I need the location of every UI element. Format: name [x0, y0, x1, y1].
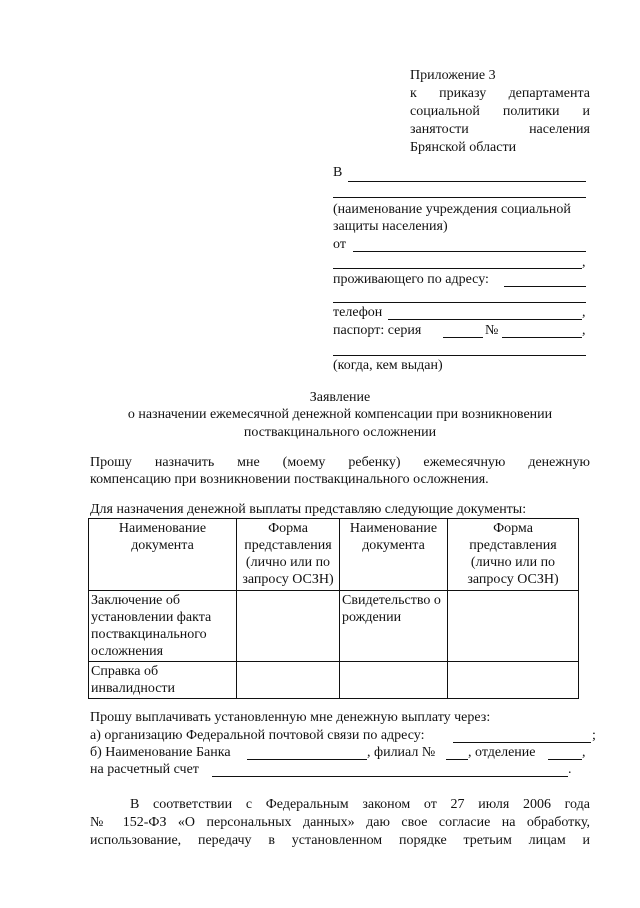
from-prefix: от	[333, 237, 346, 252]
branch-label: , филиал №	[367, 745, 436, 760]
consent-line-3: использование, передачу в установленном порядке третьим лицам и	[90, 833, 590, 848]
request-line-1: Прошу назначить мне (моему ребенку) ежемесячную денежную	[90, 455, 590, 470]
comma: ,	[582, 745, 586, 760]
residing-label: проживающего по адресу:	[333, 272, 489, 287]
table-cell[interactable]	[448, 662, 579, 699]
table-row	[89, 591, 579, 662]
application-subtitle-1: о назначении ежемесячной денежной компенсации при возникновении	[127, 407, 553, 422]
request-line-2: компенсацию при возникновении поствакцинального осложнения.	[90, 472, 489, 487]
institution-note-2: защиты населения)	[333, 219, 448, 234]
header-word: департамента	[508, 86, 590, 101]
table-header-cell: Наименование документа	[340, 519, 448, 591]
table-cell[interactable]	[448, 591, 579, 662]
passport-series-label: паспорт: серия	[333, 323, 422, 338]
residing-line-2[interactable]	[333, 302, 586, 303]
phone-line[interactable]	[388, 319, 582, 320]
table-cell: Свидетельство о рождении	[340, 591, 448, 662]
consent-line-1: В соответствии с Федеральным законом от 27 июля 2006 года	[130, 797, 590, 812]
account-label: на расчетный счет	[90, 762, 199, 777]
appendix-title: Приложение 3	[410, 68, 496, 83]
passport-issued-line[interactable]	[333, 355, 586, 356]
table-header-cell: Форма представления (лично или по запросу ОСЗН)	[237, 519, 340, 591]
from-line-2[interactable]	[333, 268, 582, 269]
payment-option-b: б) Наименование Банка	[90, 745, 231, 760]
passport-number-sign: №	[485, 323, 499, 338]
header-line-1	[410, 86, 590, 102]
passport-number-line[interactable]	[502, 337, 582, 338]
payment-intro: Прошу выплачивать установленную мне денежную выплату через:	[90, 710, 491, 725]
phone-label: телефон	[333, 305, 383, 320]
comma: ,	[582, 255, 586, 270]
to-prefix: В	[333, 165, 343, 180]
institution-note-1: (наименование учреждения социальной	[333, 202, 571, 217]
documents-intro: Для назначения денежной выплаты представляю следующие документы:	[90, 502, 527, 517]
table-header-cell: Наименование документа	[89, 519, 237, 591]
table-header-cell: Форма представления (лично или по запросу ОСЗН)	[448, 519, 579, 591]
table-cell: Справка об инвалидности	[89, 662, 237, 699]
passport-series-line[interactable]	[443, 337, 483, 338]
to-line[interactable]	[348, 181, 586, 182]
table-row	[89, 519, 579, 591]
application-title: Заявление	[309, 390, 371, 405]
application-subtitle-2: поствакцинального осложнении	[243, 425, 437, 440]
post-address-line[interactable]	[453, 742, 591, 743]
table-cell: Заключение об установлении факта поствакцинального осложнения	[89, 591, 237, 662]
documents-table	[88, 518, 579, 699]
header-line-3	[410, 122, 590, 138]
table-row	[89, 662, 579, 699]
header-line-4: Брянской области	[410, 140, 517, 155]
from-line[interactable]	[353, 251, 586, 252]
consent-line-2: № 152-ФЗ «О персональных данных» даю свое согласие на обработку,	[90, 815, 590, 830]
table-cell[interactable]	[340, 662, 448, 699]
period: .	[568, 762, 572, 777]
office-line[interactable]	[548, 759, 582, 760]
table-cell[interactable]	[237, 662, 340, 699]
bank-name-line[interactable]	[247, 759, 367, 760]
header-word: политики	[502, 104, 560, 119]
header-word: к	[410, 86, 417, 101]
table-cell[interactable]	[237, 591, 340, 662]
comma: ,	[582, 305, 586, 320]
header-word: населения	[529, 122, 590, 137]
semicolon: ;	[592, 728, 596, 743]
header-word: социальной	[410, 104, 480, 119]
header-word: приказу	[439, 86, 487, 101]
header-word: занятости	[410, 122, 469, 137]
comma: ,	[582, 323, 586, 338]
account-line[interactable]	[212, 776, 568, 777]
branch-number-line[interactable]	[446, 759, 468, 760]
payment-option-a: а) организацию Федеральной почтовой связи по адресу:	[90, 728, 425, 743]
residing-line[interactable]	[504, 286, 586, 287]
issued-note: (когда, кем выдан)	[333, 358, 443, 373]
header-word: и	[582, 104, 590, 119]
office-label: , отделение	[468, 745, 536, 760]
to-line-2[interactable]	[333, 197, 586, 198]
header-line-2	[410, 104, 590, 120]
